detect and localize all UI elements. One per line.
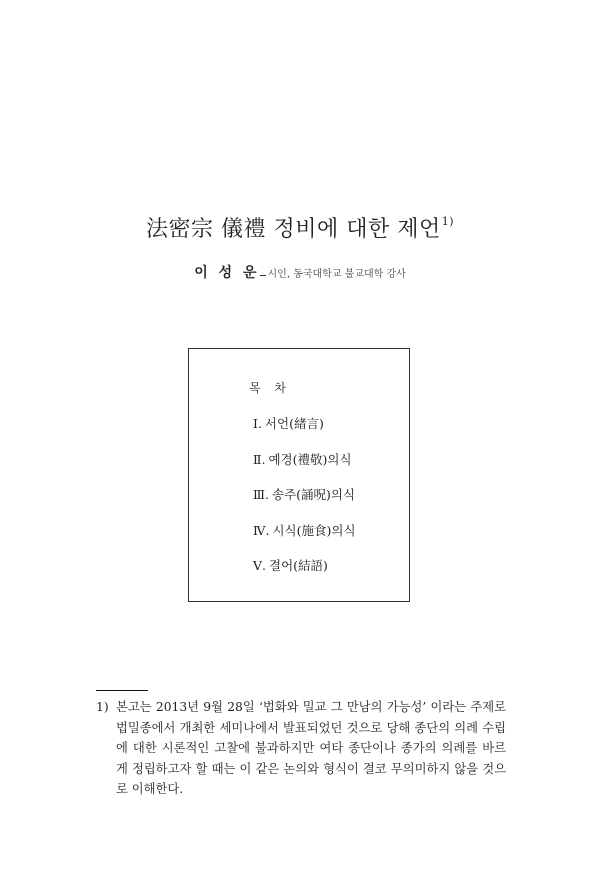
toc-item-number: Ⅱ. [253,451,266,467]
toc-item-2[interactable] [253,450,356,486]
toc-item-label: 송주(誦呪)의식 [272,487,356,503]
toc-item-3[interactable] [253,485,356,521]
toc-item-label: 결어(結語) [269,558,328,574]
author-name: 이 성 운 [194,265,260,281]
author-line [0,262,600,282]
toc-item-number: Ⅴ. [253,558,267,574]
toc-item-5[interactable] [253,556,356,592]
toc-list [253,414,356,592]
toc-item-number: Ⅲ. [253,487,270,503]
author-separator [260,275,266,276]
toc-item-number: Ⅰ. [253,416,262,431]
footnote-text: 본고는 2013년 9월 28일 ‘법화와 밀교 그 만남의 가능성’ 이라는 주제로 법밀종에서 개최한 세미나에서 발표되었던 것으로 당해 종단의 의례 수립에 대한 시론적인 고찰에 불과하지만 여타 종단이나 종가의 의례를 바르게 정립하고자 할 때는 이 같은 논의와 형식이 결코 무의미하지 않을 것으로 이해한다. [116,700,506,796]
author-affiliation: 시인, 동국대학교 불교대학 강사 [267,269,406,280]
toc-item-label: 예경(禮敬)의식 [268,451,352,467]
toc-heading: 목 차 [249,381,291,395]
toc-item-label: 서언(緖言) [264,416,324,431]
footnote-rule [96,690,148,691]
title-footnote-marker[interactable]: 1) [441,214,455,228]
toc-item-1[interactable] [253,414,356,450]
toc-item-number: Ⅳ. [253,522,270,538]
title-text: 法密宗 儀禮 정비에 대한 제언 [145,216,441,242]
footnote [96,697,506,800]
paper-title [0,212,600,243]
toc-item-4[interactable] [253,521,356,557]
footnote-marker: 1) [96,700,109,714]
toc-item-label: 시식(施食)의식 [272,522,356,538]
table-of-contents [188,348,410,602]
